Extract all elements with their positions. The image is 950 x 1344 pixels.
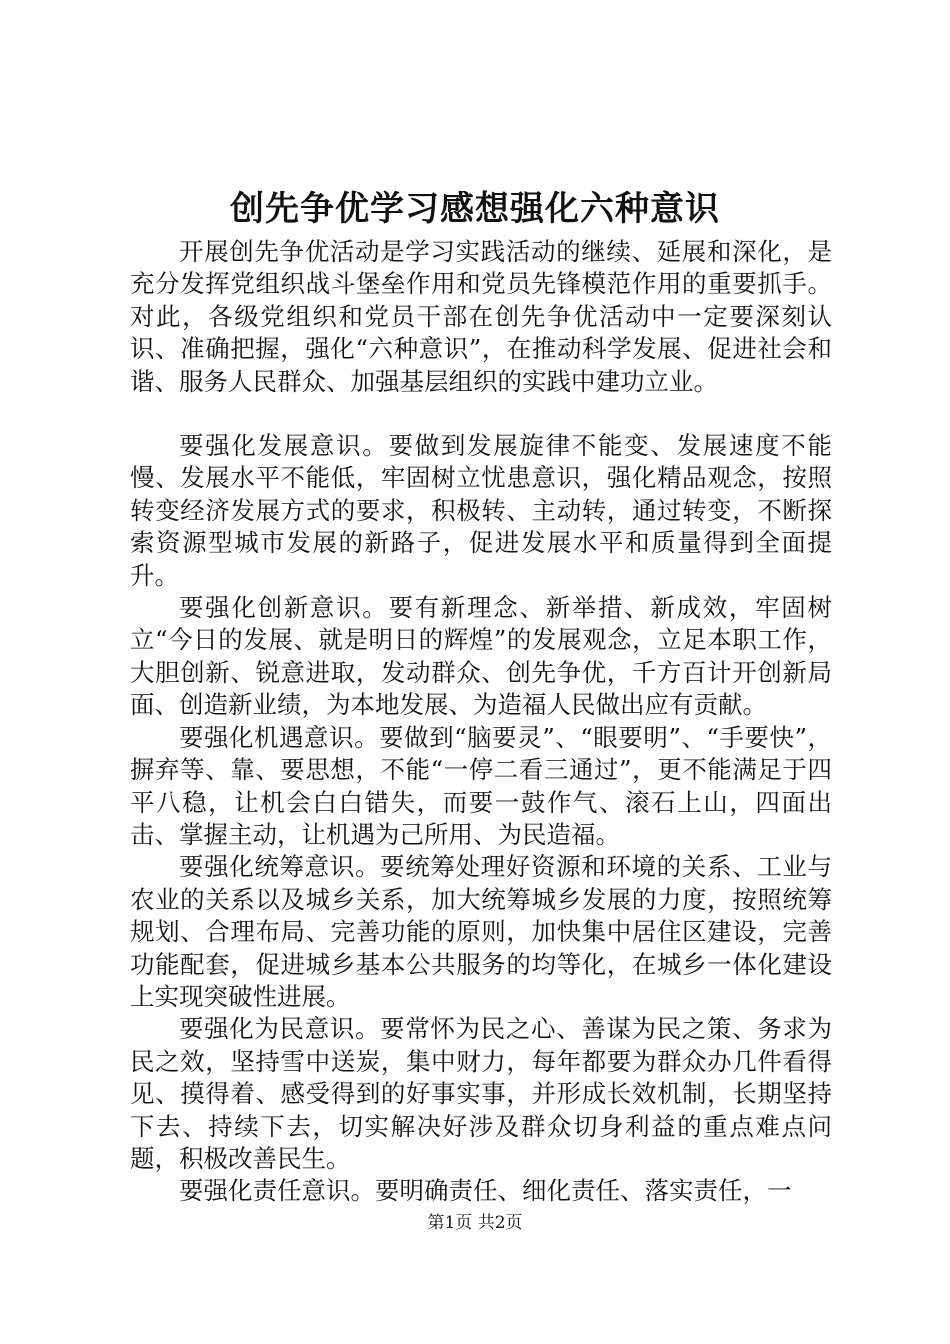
paragraph-coordination: 要强化统筹意识。要统筹处理好资源和环境的关系、工业与农业的关系以及城乡关系，加大统筹城乡发展的力度，按照统筹规划、合理布局、完善功能的原则，加快集中居住区建设，完善功能配套，促进城乡基本公共服务的均等化，在城乡一体化建设上实现突破性进展。 [130, 852, 832, 1011]
intro-paragraph: 开展创先争优活动是学习实践活动的继续、延展和深化，是充分发挥党组织战斗堡垒作用和党员先锋模范作用的重要抓手。对此，各级党组织和党员干部在创先争优活动中一定要深刻认识、准确把握，强化“六种意识”，在推动科学发展、促进社会和谐、服务人民群众、加强基层组织的实践中建功立业。 [130, 237, 832, 396]
document-body [130, 236, 832, 1208]
paragraph-opportunity: 要强化机遇意识。要做到“脑要灵”、“眼要明”、“手要快”，摒弃等、靠、要思想，不能“一停二看三通过”，更不能满足于四平八稳，让机会白白错失，而要一鼓作气、滚石上山，四面出击、掌握主动，让机遇为己所用、为民造福。 [130, 722, 832, 849]
paragraph-innovation: 要强化创新意识。要有新理念、新举措、新成效，牢固树立“今日的发展、就是明日的辉煌”的发展观念，立足本职工作，大胆创新、锐意进取，发动群众、创先争优，千方百计开创新局面、创造新业绩，为本地发展、为造福人民做出应有贡献。 [130, 593, 832, 720]
page-footer: 第1页 共2页 [427, 1213, 523, 1233]
paragraph-people: 要强化为民意识。要常怀为民之心、善谋为民之策、务求为民之效，坚持雪中送炭，集中财力，每年都要为群众办几件看得见、摸得着、感受得到的好事实事，并形成长效机制，长期坚持下去、持续下去，切实解决好涉及群众切身利益的重点难点问题，积极改善民生。 [130, 1014, 832, 1173]
page-title: 创先争优学习感想强化六种意识 [230, 189, 720, 229]
paragraph-responsibility: 要强化责任意识。要明确责任、细化责任、落实责任，一 [179, 1176, 792, 1206]
paragraph-development: 要强化发展意识。要做到发展旋律不能变、发展速度不能慢、发展水平不能低，牢固树立忧患意识，强化精品观念，按照转变经济发展方式的要求，积极转、主动转，通过转变，不断探索资源型城市发展的新路子，促进发展水平和质量得到全面提升。 [130, 431, 832, 590]
